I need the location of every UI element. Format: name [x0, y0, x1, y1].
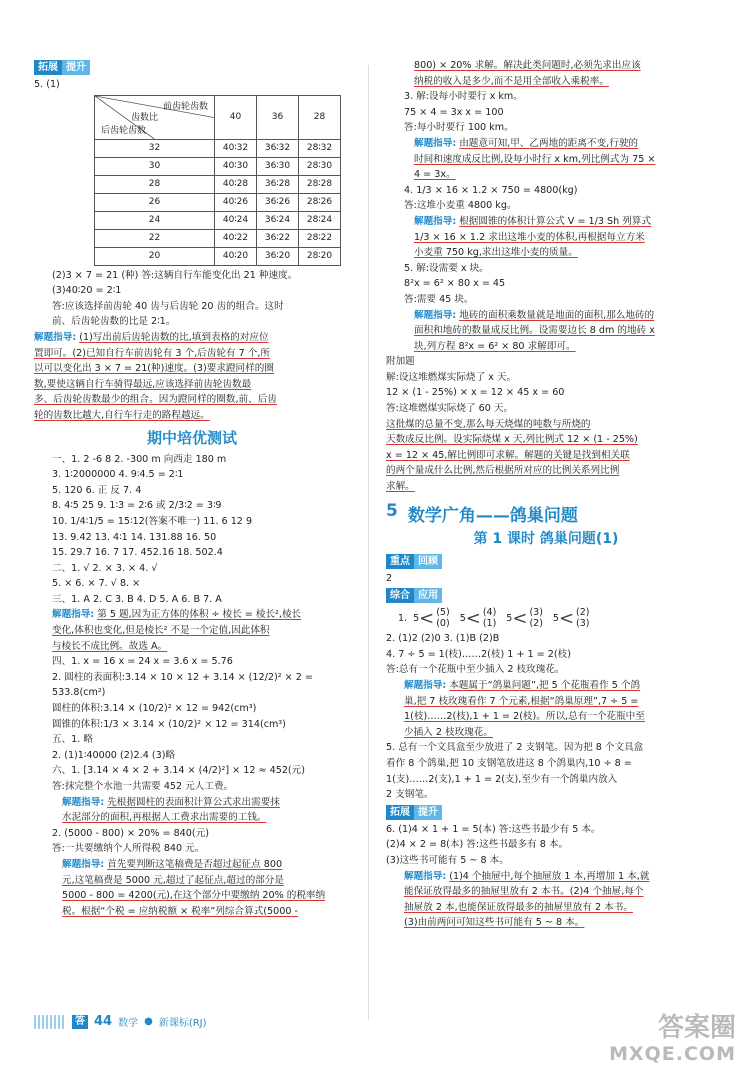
text-line: 五、1. 略 — [52, 734, 93, 746]
ratio-cell: 40∶20 — [215, 247, 257, 265]
hint-block-tax: 解题指导: 首先要判断这笔稿费是否超过起征点 800 — [62, 858, 283, 870]
tree-branch: (3) — [576, 618, 590, 630]
corner-rear-teeth: 后齿轮齿数 — [101, 125, 147, 136]
page-footer — [34, 1014, 207, 1029]
text-line: 天数成反比例。设实际烧煤 x 天,列比例式 12 × (1 - 25%) — [386, 434, 638, 446]
tag-extension-right: 拓展 提升 — [386, 805, 442, 820]
text-line: 800) × 20% 求解。解决此类问题时,必须先求出应该 — [414, 60, 641, 71]
hint-body-tax — [34, 873, 350, 920]
answers-books — [386, 822, 706, 869]
hint-label: 解题指导: — [52, 609, 95, 621]
branch-icon: < — [419, 607, 435, 629]
tree-root: 5 — [552, 612, 559, 624]
hint-block-choice: 解题指导: 第 5 题,因为正方体的体积 ÷ 棱长 = 棱长²,棱长 — [52, 609, 302, 621]
rear-teeth-cell: 20 — [95, 247, 215, 265]
rear-teeth-cell: 28 — [95, 175, 215, 193]
text-line: 答:每小时要行 100 km。 — [404, 122, 514, 134]
branch-icon: < — [512, 607, 528, 629]
text-line: 15. 29.7 16. 7 17. 452.16 18. 502.4 — [52, 547, 223, 559]
text-line: (3)由前两问可知这些书可能有 5 ~ 8 本。 — [404, 917, 585, 929]
col-header: 28 — [299, 95, 341, 139]
answers-q3 — [386, 89, 706, 136]
hint-label: 解题指导: — [414, 215, 457, 227]
tree-branch: (2) — [576, 607, 590, 619]
col-header: 40 — [215, 95, 257, 139]
text-line: 13. 9.42 13. 4∶1 14. 131.88 16. 50 — [52, 531, 217, 543]
tree-root: 5 — [413, 612, 420, 624]
text-line: 4. 1/3 × 16 × 1.2 × 750 = 4800(kg) — [404, 184, 578, 196]
table-row — [95, 157, 341, 175]
footer-bullet-icon: ● — [144, 1016, 153, 1027]
hint-block-q3: 解题指导: 由题意可知,甲、乙两地的距离不变,行驶的 — [414, 137, 639, 149]
ratio-cell: 28∶20 — [299, 247, 341, 265]
corner-ratio: 齿数比 — [131, 112, 159, 123]
text-line: 多、后齿轮齿数最少的组合。因为蹬同样的圈数,前、后齿 — [34, 394, 277, 406]
hint-label: 解题指导: — [62, 796, 105, 808]
rear-teeth-cell: 22 — [95, 229, 215, 247]
watermark-text: 答案圈 — [657, 1013, 736, 1043]
hint-body-books — [386, 884, 706, 931]
page-number: 44 — [94, 1014, 113, 1029]
answer-badge: 答 — [72, 1015, 88, 1029]
text-line: 12 × (1 - 25%) × x = 12 × 45 x = 60 — [386, 387, 565, 399]
text-line: 变化,体积也变化,但是棱长² 不是一个定值,因此体积 — [52, 625, 270, 637]
text-line: 10. 1/4∶1/5 = 15∶12(答案不唯一) 11. 6 12 9 — [52, 515, 253, 527]
ratio-cell: 40∶32 — [215, 139, 257, 157]
tree-branch: (0) — [436, 618, 450, 630]
text-line: 5000 - 800 = 4200(元),在这个部分中要缴纳 20% 的税率纳 — [62, 890, 326, 902]
text-line: 6. (1)4 × 1 + 1 = 5(本) 答:这些书最少有 5 本。 — [386, 823, 601, 835]
text-line: 5. 120 6. 正 反 7. 4 — [52, 484, 142, 496]
tree-branch: (2) — [529, 618, 543, 630]
text-line: 能保证放得最多的抽屉里放有 2 本书。(2)4 个抽屉,每个 — [404, 886, 644, 898]
text-line: 8²x = 6² × 80 x = 45 — [404, 278, 506, 290]
tree-list — [413, 607, 589, 629]
hint-label: 解题指导: — [414, 137, 457, 149]
table-row — [95, 211, 341, 229]
left-column — [34, 58, 350, 919]
text-line: 与棱长不成比例。故选 A。 — [52, 640, 168, 652]
table-header-row — [95, 95, 341, 139]
text-line: 轮的齿数比越大,自行车行走的路程越远。 — [34, 409, 210, 421]
answers-pen — [386, 740, 706, 802]
tree-branch: (5) — [436, 607, 450, 619]
text-line: 附加题 — [386, 356, 415, 368]
text-line: 3. 1∶2000000 4. 9∶4.5 = 2∶1 — [52, 469, 184, 481]
ratio-cell: 28∶30 — [299, 157, 341, 175]
ratio-cell: 36∶20 — [257, 247, 299, 265]
table-row — [95, 175, 341, 193]
text-line: 4. 7 ÷ 5 = 1(枝)……2(枝) 1 + 1 = 2(枝) — [386, 648, 571, 660]
table-body — [95, 139, 341, 265]
text-line: 4 = 3x。 — [414, 169, 456, 181]
text-line: 一、1. 2 -6 8 2. -300 m 向西走 180 m — [52, 453, 227, 465]
text-line: 2. (1)1∶40000 (2)2.4 (3)略 — [52, 749, 176, 761]
text-line: 答:这堆小麦重 4800 kg。 — [404, 200, 517, 212]
distribution-trees — [398, 607, 706, 629]
footer-edition: 新课标(RJ) — [158, 1018, 207, 1029]
text-line: 这批煤的总量不变,那么每天烧煤的吨数与所烧的 — [386, 418, 591, 430]
hint-label: 解题指导: — [414, 309, 457, 321]
text-line: 1(支)……2(支),1 + 1 = 2(支),至少有一个鸽巢内放入 — [386, 773, 618, 785]
answers-tax — [34, 826, 350, 857]
tree-branches — [576, 607, 589, 629]
column-divider — [368, 65, 369, 1020]
text-line: 3. 解:设每小时要行 x km。 — [404, 91, 523, 103]
answers-q5 — [386, 261, 706, 308]
hint-block-pool: 解题指导: 先根据圆柱的表面积计算公式求出需要抹 — [62, 796, 280, 808]
text-line: 2. (1)2 (2)0 3. (1)B (2)B — [386, 633, 500, 645]
text-line: 2. (5000 - 800) × 20% = 840(元) — [52, 827, 209, 839]
hint-block-q4: 解题指导: 根据圆锥的体积计算公式 V = 1/3 Sh 列算式 — [414, 215, 651, 227]
tag-application: 综合 应用 — [386, 588, 442, 603]
gear-ratio-table — [94, 95, 341, 266]
table-corner-cell — [95, 95, 215, 139]
hint-body-q5r — [386, 323, 706, 354]
text-line: 数,要使这辆自行车骑得最远,应该选择前齿轮齿数最 — [34, 378, 252, 390]
text-line: 四、1. x = 16 x = 24 x = 3.6 x = 5.76 — [52, 656, 233, 668]
watermark-logo — [609, 1015, 736, 1067]
hint-body-bonus — [386, 417, 706, 495]
ratio-cell: 36∶32 — [257, 139, 299, 157]
hint-label: 解题指导: — [34, 331, 77, 343]
text-line: 块,列方程 8²x = 6² × 80 求解即可。 — [414, 340, 576, 352]
ratio-cell: 36∶22 — [257, 229, 299, 247]
chapter-name: 数学广角——鸽巢问题 — [407, 505, 578, 526]
hint-continued — [386, 58, 706, 89]
table-row — [95, 229, 341, 247]
section-title-midterm: 期中培优测试 — [146, 428, 237, 447]
text-line: 元,这笔稿费是 5000 元,超过了起征点,超过的部分是 — [62, 874, 284, 886]
text-line: 面积和地砖的数量成反比例。设需要边长 8 dm 的地砖 x — [414, 325, 655, 337]
text-line: 置即可。(2)已知自行车前齿轮有 3 个,后齿轮有 7 个,所 — [34, 347, 270, 359]
hint-label: 解题指导: — [404, 870, 447, 882]
text-line: 三、1. A 2. C 3. B 4. D 5. A 6. B 7. A — [52, 593, 222, 605]
text-line: 533.8(cm²) — [52, 687, 106, 699]
ratio-cell: 40∶24 — [215, 211, 257, 229]
ratio-cell: 40∶28 — [215, 175, 257, 193]
rear-teeth-cell: 30 — [95, 157, 215, 175]
answers-q2-4 — [386, 631, 706, 678]
ratio-cell: 40∶30 — [215, 157, 257, 175]
text-line: 看作 8 个鸽巢,把 10 支钢笔放进这 8 个鸽巢内,10 ÷ 8 = — [386, 757, 632, 769]
text-line: 答:一共要缴纳个人所得税 840 元。 — [52, 843, 205, 855]
text-line: 的两个量成什么比例,然后根据所对应的比例关系列比例 — [386, 465, 620, 477]
table-row — [95, 247, 341, 265]
tree-item — [413, 607, 450, 629]
text-line: 2. 圆柱的表面积:3.14 × 10 × 12 + 3.14 × (12/2)² × 2 = — [52, 671, 313, 683]
text-line: 前、后齿轮齿数的比是 2∶1。 — [52, 316, 176, 328]
ratio-cell: 28∶28 — [299, 175, 341, 193]
text-line: 答:应该选择前齿轮 40 齿与后齿轮 20 齿的组合。这时 — [52, 300, 284, 312]
hint-block-q5: 解题指导: (1)写出前后齿轮齿数的比,填到表格的对应位 — [34, 331, 269, 343]
text-line: 二、1. √ 2. × 3. × 4. √ — [52, 562, 158, 574]
footer-subject: 数学 — [118, 1018, 139, 1029]
text-line: 求解。 — [386, 481, 415, 493]
text-line: 5. × 6. × 7. √ 8. × — [52, 578, 141, 590]
text-line: (2)4 × 2 = 8(本) 答:这些书最多有 8 本。 — [386, 839, 569, 851]
rear-teeth-cell: 26 — [95, 193, 215, 211]
text-line: (3)40∶20 = 2∶1 — [52, 285, 122, 297]
tree-branch: (4) — [482, 607, 497, 619]
text-line: 1/3 × 16 × 1.2 求出这堆小麦的体积,再根据每立方米 — [414, 231, 645, 243]
text-line: (2)3 × 7 = 21 (种) 答:这辆自行车能变化出 21 种速度。 — [52, 269, 298, 281]
text-line: (3)这些书可能有 5 ~ 8 本。 — [386, 854, 509, 866]
text-line: x = 12 × 45,解比例即可求解。解题的关键是找到相关联 — [386, 449, 630, 461]
text-line: 时间和速度成反比例,设每小时行 x km,列比例式为 75 × — [414, 153, 656, 165]
answer-block-q5 — [34, 268, 350, 330]
ratio-cell: 36∶24 — [257, 211, 299, 229]
answers-midterm — [34, 452, 350, 608]
branch-icon: < — [465, 607, 481, 629]
text-line: 圆柱的体积:3.14 × (10/2)² × 12 = 942(cm³) — [52, 703, 257, 715]
corner-front-teeth: 前齿轮齿数 — [162, 101, 208, 112]
tag-review: 重点 回顾 — [386, 554, 442, 569]
hint-body-q3 — [386, 152, 706, 183]
text-line: 1(枝)……2(枝),1 + 1 = 2(枝)。所以,总有一个花瓶中至 — [404, 711, 645, 723]
rear-teeth-cell: 24 — [95, 211, 215, 229]
hint-block-books: 解题指导: (1)4 个抽屉中,每个抽屉放 1 本,再增加 1 本,就 — [404, 870, 650, 882]
hint-body-vase — [386, 694, 706, 741]
tree-root: 5 — [506, 612, 513, 624]
answers-bonus — [386, 354, 706, 416]
table-row — [95, 139, 341, 157]
text-line: 5. 解:设需要 x 块。 — [404, 262, 489, 274]
text-line: 2 支钢笔。 — [386, 789, 434, 801]
text-line: 六、1. [3.14 × 4 × 2 + 3.14 × (4/2)²] × 12 ≈ 452(元) — [52, 765, 306, 777]
text-line: 75 × 4 = 3x x = 100 — [404, 106, 504, 118]
tree-branch: (1) — [482, 618, 497, 630]
ratio-cell: 28∶22 — [299, 229, 341, 247]
hint-body-choice — [34, 623, 350, 654]
hint-label: 解题指导: — [62, 858, 105, 870]
col-header: 36 — [257, 95, 299, 139]
text-line: 答:这堆燃煤实际烧了 60 天。 — [386, 403, 514, 415]
text-line: 5. 总有一个文具盒至少放进了 2 支钢笔。因为把 8 个文具盒 — [386, 742, 644, 754]
ratio-cell: 28∶26 — [299, 193, 341, 211]
text-line: 以可以变化出 3 × 7 = 21(种)速度。(3)要求蹬同样的圈 — [34, 363, 274, 375]
text-line: 答:抹完整个水池一共需要 452 元人工费。 — [52, 781, 234, 792]
text-line: 圆锥的体积:1/3 × 3.14 × (10/2)² × 12 = 314(cm³) — [52, 718, 286, 730]
text-line: 巢,把 7 枝玫瑰看作 7 个元素,根据“鸽巢原理”,7 ÷ 5 = — [404, 695, 639, 707]
ratio-cell: 28∶32 — [299, 139, 341, 157]
tree-branches — [529, 607, 542, 629]
ratio-cell: 36∶30 — [257, 157, 299, 175]
tree-item — [460, 607, 497, 629]
tree-root: 5 — [459, 612, 466, 624]
text-line: 小麦重 750 kg,求出这堆小麦的质量。 — [414, 247, 578, 259]
tag-extension: 拓展 提升 — [34, 60, 90, 75]
text-line: 少插入 2 枝玫瑰花。 — [404, 726, 493, 738]
question-5-label: 5. (1) — [34, 79, 60, 90]
chapter-number: 5 — [386, 500, 398, 521]
tree-item — [553, 607, 590, 629]
text-line: 税。根据“个税 = 应纳税额 × 税率”列综合算式(5000 - — [62, 905, 298, 917]
ratio-cell: 28∶24 — [299, 211, 341, 229]
tree-branch: (3) — [529, 607, 543, 619]
ratio-cell: 40∶22 — [215, 229, 257, 247]
ratio-cell: 36∶28 — [257, 175, 299, 193]
lesson-title: 第 1 课时 鸽巢问题(1) — [473, 530, 619, 547]
text-line: 纳税的收入是多少,而不是用全部收入乘税率。 — [414, 75, 609, 87]
text-line: 抽屉放 2 本,也能保证放得最多的抽屉里放有 2 本书。 — [404, 901, 633, 913]
hint-block-q5r: 解题指导: 地砖的面积乘数量就是地面的面积,那么地砖的 — [414, 309, 655, 321]
tree-branches — [436, 607, 449, 629]
watermark-url: MXQE.COM — [609, 1043, 736, 1065]
hint-label: 解题指导: — [404, 680, 447, 691]
answers-q4 — [386, 183, 706, 214]
branch-icon: < — [558, 607, 575, 629]
text-line: 答:需要 45 块。 — [404, 293, 474, 305]
ratio-cell: 40∶26 — [215, 193, 257, 211]
tree-label: 1. — [398, 612, 408, 624]
hint-body-pool — [34, 810, 350, 826]
hint-body-q4 — [386, 230, 706, 261]
hint-body-q5 — [34, 346, 350, 424]
chapter-title — [386, 501, 706, 526]
footer-dots-decoration — [34, 1015, 66, 1029]
hint-block-vase: 解题指导: 本题属于“鸽巢问题”,把 5 个花瓶看作 5 个鸽 — [404, 680, 641, 691]
tree-branches — [483, 607, 496, 629]
right-column — [386, 58, 706, 931]
review-answer: 2 — [386, 572, 393, 584]
ratio-cell: 36∶26 — [257, 193, 299, 211]
text-line: 8. 4∶5 25 9. 1∶3 = 2∶6 或 2/3∶2 = 3∶9 — [52, 500, 222, 512]
rear-teeth-cell: 32 — [95, 139, 215, 157]
tree-item — [506, 607, 543, 629]
answers-calc — [34, 654, 350, 794]
text-line: 水泥部分的面积,再根据人工费求出需要的工钱。 — [62, 812, 267, 824]
text-line: 答:总有一个花瓶中至少插入 2 枝玫瑰花。 — [386, 664, 565, 676]
table-row — [95, 193, 341, 211]
text-line: 解:设这堆燃煤实际烧了 x 天。 — [386, 371, 517, 383]
